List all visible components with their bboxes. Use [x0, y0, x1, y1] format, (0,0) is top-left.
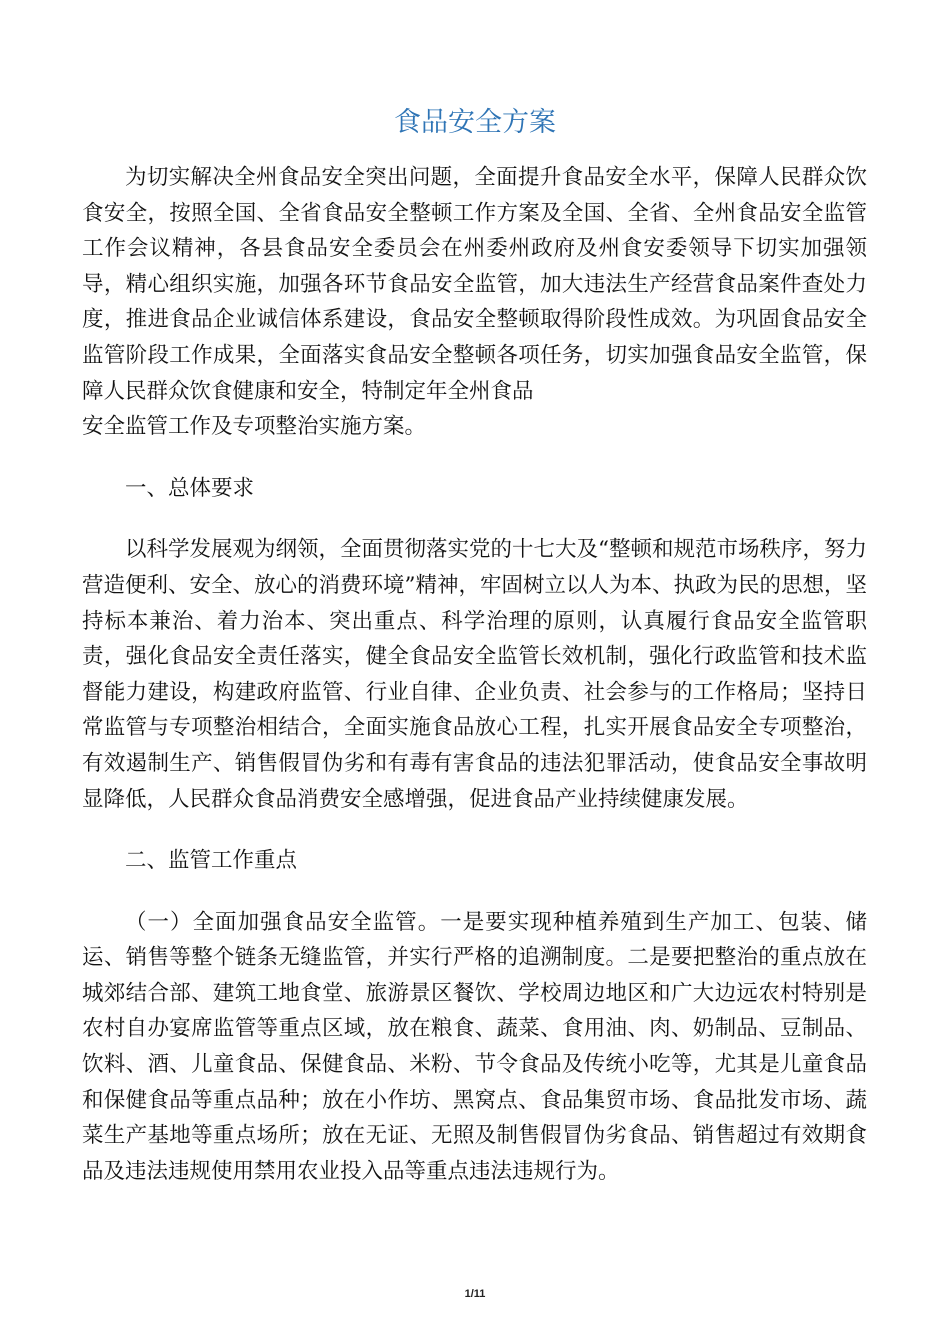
- section1-paragraph: 以科学发展观为纲领，全面贯彻落实党的十七大及“整顿和规范市场秩序，努力营造便利、安全、放心的消费环境”精神，牢固树立以人为本、执政为民的思想，坚持标本兼治、着力治本、突出重点、科学治理的原则，认真履行食品安全监管职责，强化食品安全责任落实，健全食品安全监管长效机制，强化行政监管和技术监督能力建设，构建政府监管、行业自律、企业负责、社会参与的工作格局；坚持日常监管与专项整治相结合，全面实施食品放心工程，扎实开展食品安全专项整治，有效遏制生产、销售假冒伪劣和有毒有害食品的违法犯罪活动，使食品安全事故明显降低，人民群众食品消费安全感增强，促进食品产业持续健康发展。: [82, 537, 867, 812]
- paragraph-gap: [82, 879, 867, 905]
- intro-continuation: 安全监管工作及专项整治实施方案。: [82, 414, 427, 440]
- paragraph-gap: [82, 445, 867, 471]
- paragraph-gap: [82, 506, 867, 532]
- document-body: [82, 160, 867, 1189]
- paragraph-gap: [82, 817, 867, 843]
- page-number: 1/11: [464, 1288, 486, 1300]
- section2-paragraph: （一）全面加强食品安全监管。一是要实现种植养殖到生产加工、包装、储运、销售等整个链条无缝监管，并实行严格的追溯制度。二是要把整治的重点放在城郊结合部、建筑工地食堂、旅游景区餐饮、学校周边地区和广大边远农村特别是农村自办宴席监管等重点区域，放在粮食、蔬菜、食用油、肉、奶制品、豆制品、饮料、酒、儿童食品、保健食品、米粉、节令食品及传统小吃等，尤其是儿童食品和保健食品等重点品种；放在小作坊、黑窝点、食品集贸市场、食品批发市场、蔬菜生产基地等重点场所；放在无证、无照及制售假冒伪劣食品、销售超过有效期食品及违法违规使用禁用农业投入品等重点违法违规行为。: [82, 909, 867, 1184]
- section-heading-overall-requirements: 一、总体要求: [125, 475, 255, 501]
- section-heading-supervision-focus: 二、监管工作重点: [125, 848, 298, 874]
- intro-paragraph: 为切实解决全州食品安全突出问题，全面提升食品安全水平，保障人民群众饮食安全，按照全国、全省食品安全整顿工作方案及全国、全省、全州食品安全监管工作会议精神，各县食品安全委员会在州委州政府及州食安委领导下切实加强领导，精心组织实施，加强各环节食品安全监管，加大违法生产经营食品案件查处力度，推进食品企业诚信体系建设，食品安全整顿取得阶段性成效。为巩固食品安全监管阶段工作成果，全面落实食品安全整顿各项任务，切实加强食品安全监管，保障人民群众饮食健康和安全，特制定年全州食品: [82, 165, 867, 404]
- document-title: 食品安全方案: [394, 107, 556, 138]
